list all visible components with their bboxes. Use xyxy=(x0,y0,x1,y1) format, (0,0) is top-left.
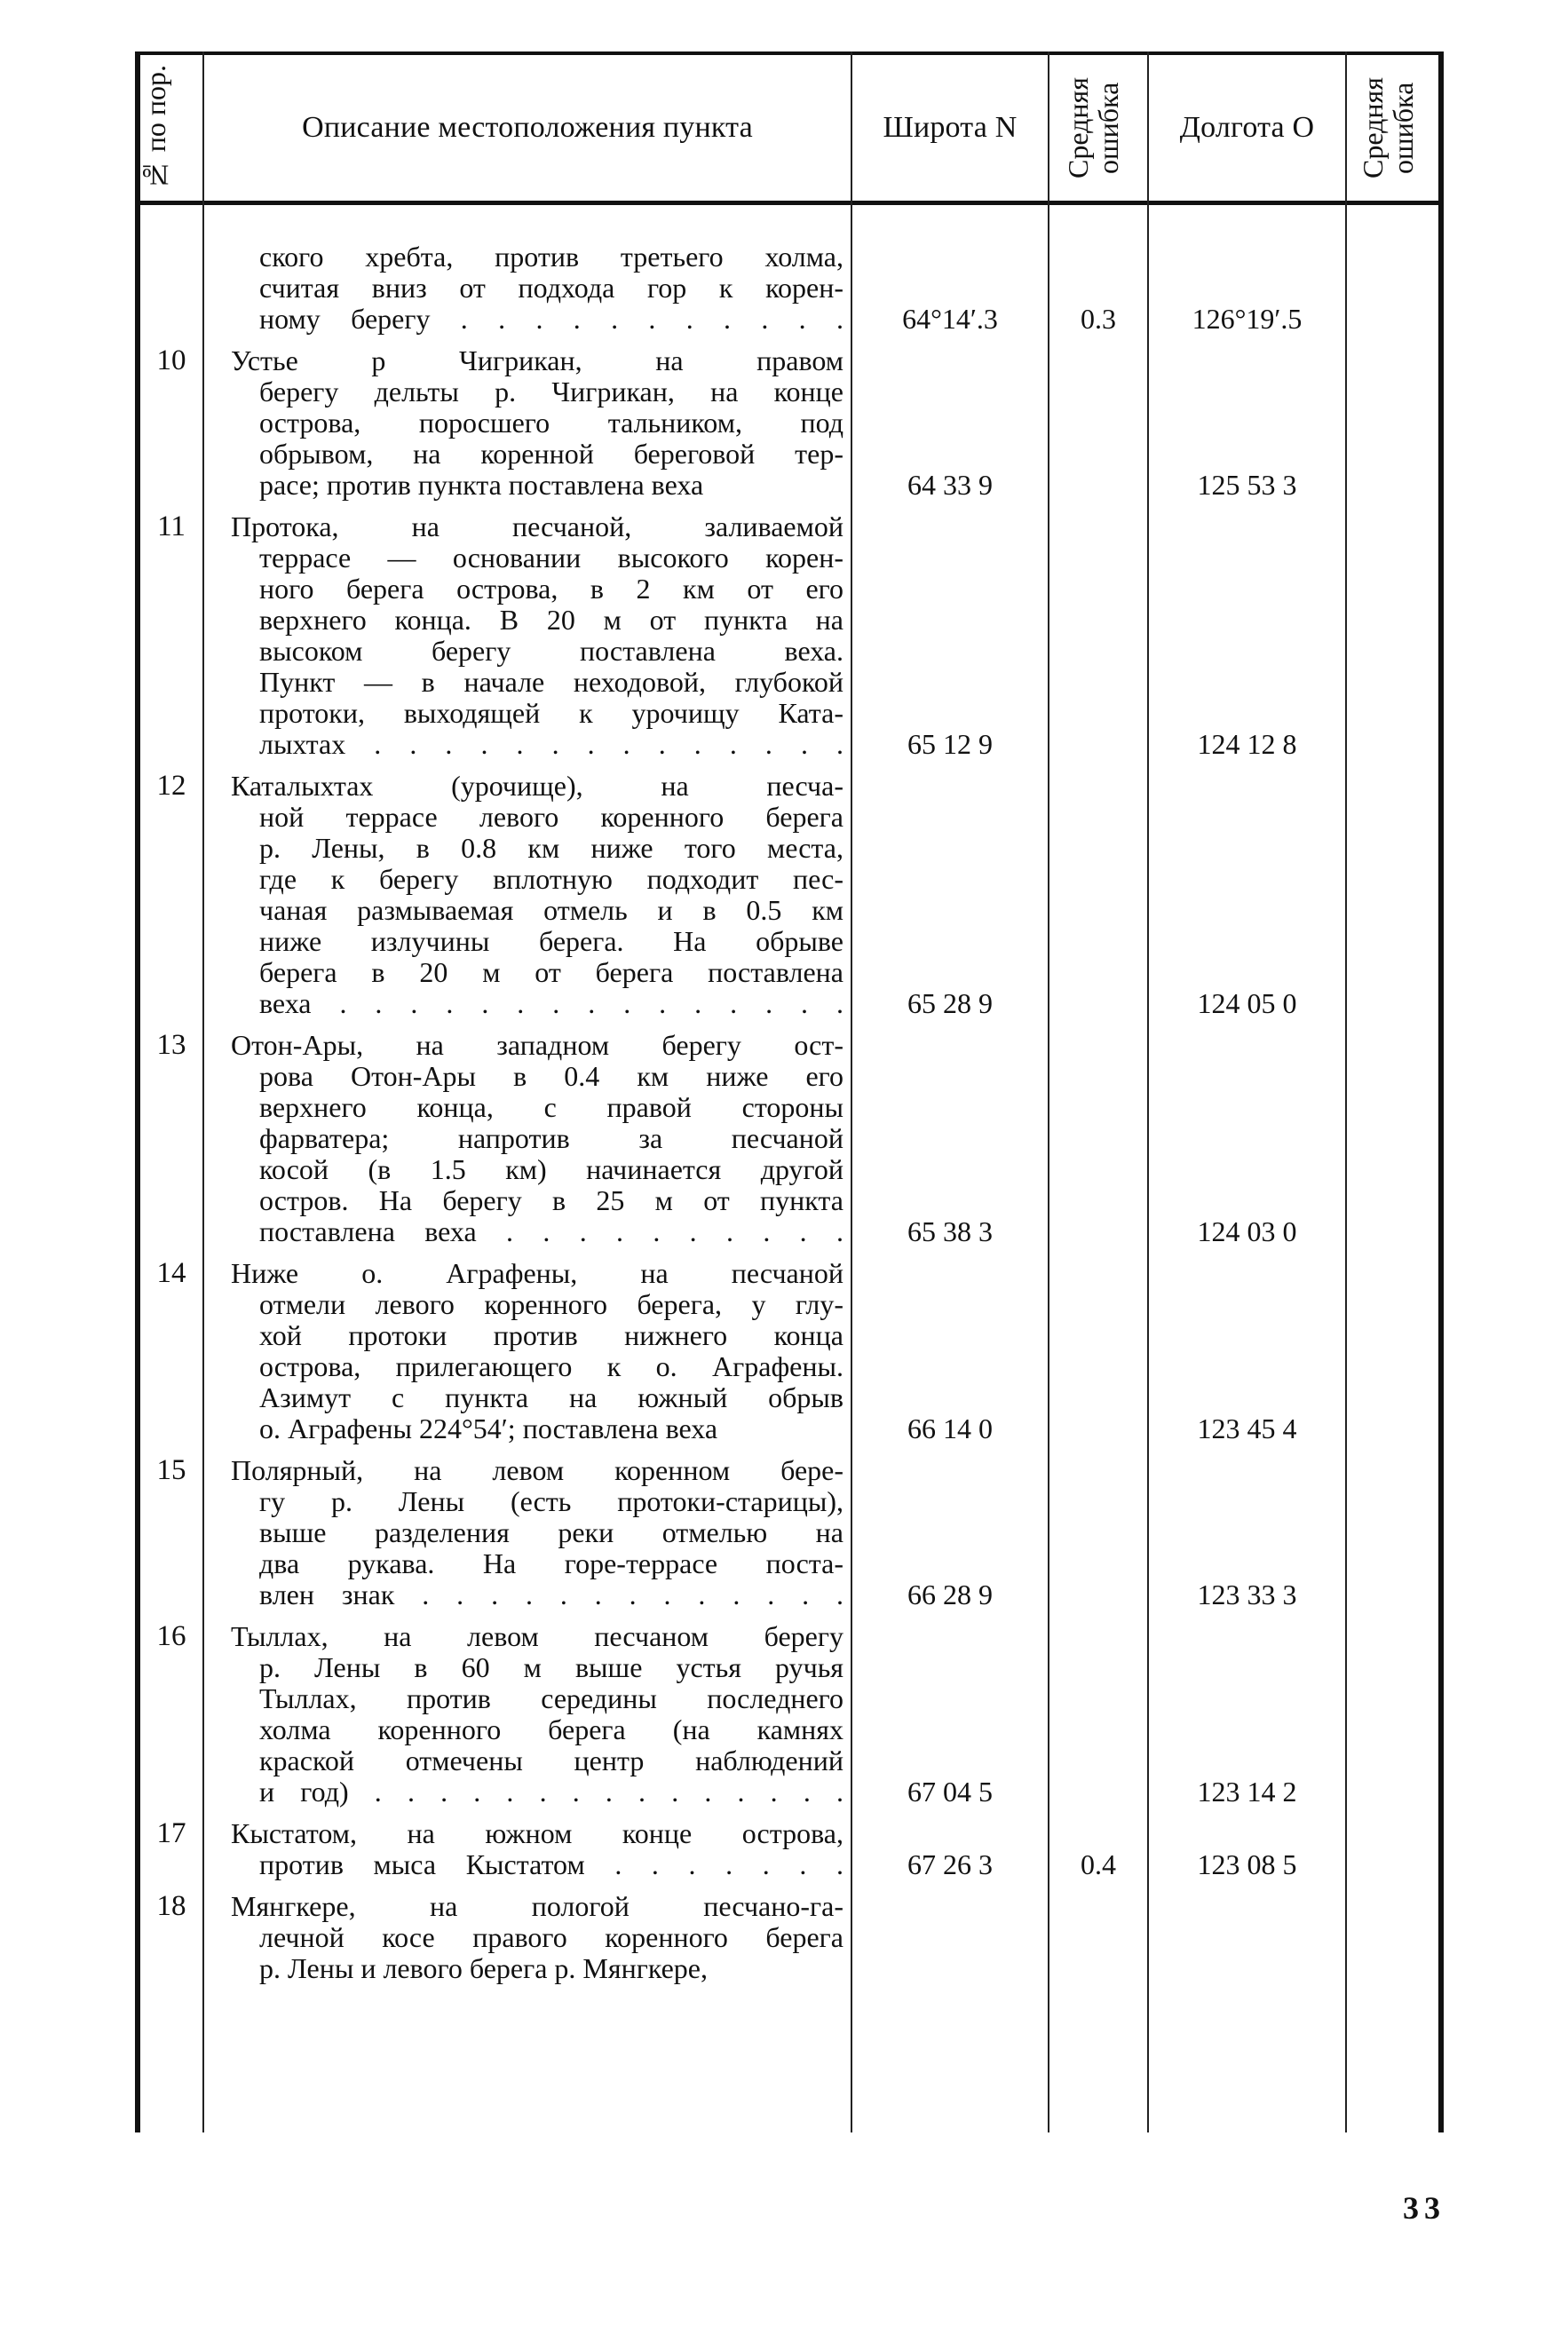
latitude-value: 66 14 0 xyxy=(907,1412,993,1444)
row-number: 15 xyxy=(156,1454,186,1486)
header-bottom-rule xyxy=(135,201,1444,205)
longitude-value: 124 03 0 xyxy=(1197,1215,1297,1247)
latitude-value: 65 28 9 xyxy=(907,987,993,1019)
row-description xyxy=(231,1891,843,1984)
header-longitude xyxy=(1149,55,1345,201)
row-description xyxy=(231,345,843,501)
description-line: Протока, на песчаной, заливаемой xyxy=(231,511,843,542)
longitude-value: 124 12 8 xyxy=(1197,728,1297,760)
description-line: где к берегу вплотную подходит пес- xyxy=(259,864,843,895)
table-row xyxy=(135,771,1444,1019)
latitude-error-value: 0.4 xyxy=(1081,1848,1116,1880)
description-line: острова, поросшего тальником, под xyxy=(259,407,843,439)
latitude-value: 66 28 9 xyxy=(907,1578,993,1610)
description-line: ной террасе левого коренного берега xyxy=(259,802,843,833)
row-number: 10 xyxy=(156,344,186,376)
row-number: 16 xyxy=(156,1620,186,1652)
row-number: 13 xyxy=(156,1029,186,1061)
description-line: краской отмечены центр наблюдений xyxy=(259,1745,843,1776)
description-line: считая вниз от подхода гор к корен- xyxy=(259,273,843,304)
description-line: ниже излучины берега. На обрыве xyxy=(259,926,843,957)
table-row xyxy=(135,345,1444,501)
longitude-value: 123 45 4 xyxy=(1197,1412,1297,1444)
description-line: рова Отон-Ары в 0.4 км ниже его xyxy=(259,1061,843,1092)
description-line: фарватера; напротив за песчаной xyxy=(259,1123,843,1154)
description-line: Пункт — в начале неходовой, глубокой xyxy=(259,667,843,698)
description-line: Ниже о. Аграфены, на песчаной xyxy=(231,1258,843,1289)
description-line: Кыстатом, на южном конце острова, xyxy=(231,1818,843,1849)
description-line: остров. На берегу в 25 м от пункта xyxy=(259,1185,843,1216)
latitude-value: 65 38 3 xyxy=(907,1215,993,1247)
row-description xyxy=(231,1258,843,1444)
description-line: и год) . . . . . . . . . . . . . . . xyxy=(259,1776,843,1808)
description-line: берега в 20 м от берега поставлена xyxy=(259,957,843,988)
description-line: веха . . . . . . . . . . . . . . . xyxy=(259,988,843,1019)
row-number: 18 xyxy=(156,1890,186,1922)
table-row xyxy=(135,1258,1444,1444)
description-line: два рукава. На горе-террасе поста- xyxy=(259,1548,843,1579)
row-description xyxy=(231,241,843,335)
description-line: Каталыхтах (урочище), на песча- xyxy=(231,771,843,802)
row-description xyxy=(231,1621,843,1808)
description-line: влен знак . . . . . . . . . . . . . xyxy=(259,1579,843,1610)
description-line: холма коренного берега (на камнях xyxy=(259,1714,843,1745)
header-number-label: № по пор. xyxy=(139,64,171,192)
latitude-error-value: 0.3 xyxy=(1081,303,1116,335)
description-line: Устье р Чигрикан, на правом xyxy=(231,345,843,376)
longitude-value: 123 33 3 xyxy=(1197,1578,1297,1610)
description-line: Отон-Ары, на западном берегу ост- xyxy=(231,1030,843,1061)
header-error-lat-label: Средняя ошибка xyxy=(1062,77,1124,178)
description-line: высоком берегу поставлена веха. xyxy=(259,636,843,667)
description-line: поставлена веха . . . . . . . . . . xyxy=(259,1216,843,1247)
longitude-value: 124 05 0 xyxy=(1197,987,1297,1019)
row-description xyxy=(231,771,843,1019)
table-row xyxy=(135,1891,1444,1984)
header-latitude xyxy=(852,55,1048,201)
description-line: верхнего конца. В 20 м от пункта на xyxy=(259,605,843,636)
row-number: 11 xyxy=(157,510,186,542)
description-line: Полярный, на левом коренном бере- xyxy=(231,1455,843,1486)
table-body xyxy=(135,241,1444,1995)
description-line: хой протоки против нижнего конца xyxy=(259,1320,843,1351)
description-line: берегу дельты р. Чигрикан, на конце xyxy=(259,376,843,407)
description-line: острова, прилегающего к о. Аграфены. xyxy=(259,1351,843,1382)
table-row xyxy=(135,511,1444,760)
row-description xyxy=(231,1455,843,1610)
description-line: ского хребта, против третьего холма, xyxy=(259,241,843,273)
description-line: террасе — основании высокого корен- xyxy=(259,542,843,574)
description-line: Тыллах, на левом песчаном берегу xyxy=(231,1621,843,1652)
table-row xyxy=(135,1455,1444,1610)
row-number: 14 xyxy=(156,1257,186,1289)
table-row xyxy=(135,241,1444,335)
longitude-value: 126°19′.5 xyxy=(1192,303,1303,335)
description-line: против мыса Кыстатом . . . . . . . xyxy=(259,1849,843,1880)
description-line: чаная размываемая отмель и в 0.5 км xyxy=(259,895,843,926)
description-line: ному берегу . . . . . . . . . . . xyxy=(259,304,843,335)
coordinates-table xyxy=(135,51,1444,2132)
description-line: лыхтах . . . . . . . . . . . . . . xyxy=(259,729,843,760)
table-row xyxy=(135,1818,1444,1880)
latitude-value: 64 33 9 xyxy=(907,469,993,501)
latitude-value: 67 26 3 xyxy=(907,1848,993,1880)
description-line: верхнего конца, с правой стороны xyxy=(259,1092,843,1123)
description-line: р. Лены, в 0.8 км ниже того места, xyxy=(259,833,843,864)
table-row xyxy=(135,1621,1444,1808)
longitude-value: 125 53 3 xyxy=(1197,469,1297,501)
longitude-value: 123 14 2 xyxy=(1197,1776,1297,1808)
description-line: ного берега острова, в 2 км от его xyxy=(259,574,843,605)
description-line: обрывом, на коренной береговой тер- xyxy=(259,439,843,470)
description-line: отмели левого коренного берега, у глу- xyxy=(259,1289,843,1320)
description-line: косой (в 1.5 км) начинается другой xyxy=(259,1154,843,1185)
description-line: лечной косе правого коренного берега xyxy=(259,1922,843,1953)
longitude-value: 123 08 5 xyxy=(1197,1848,1297,1880)
latitude-value: 64°14′.3 xyxy=(902,303,998,335)
header-description-label: Описание местоположения пункта xyxy=(302,111,753,144)
row-number: 12 xyxy=(156,770,186,802)
description-line: р. Лены в 60 м выше устья ручья xyxy=(259,1652,843,1683)
table-row xyxy=(135,1030,1444,1247)
latitude-value: 67 04 5 xyxy=(907,1776,993,1808)
row-description xyxy=(231,1030,843,1247)
header-number xyxy=(140,55,202,201)
header-error-lat xyxy=(1049,55,1147,201)
description-line: гу р. Лены (есть протоки-старицы), xyxy=(259,1486,843,1517)
header-error-lon xyxy=(1347,55,1438,201)
description-line: расе; против пункта поставлена веха xyxy=(259,470,704,501)
row-description xyxy=(231,511,843,760)
row-number: 17 xyxy=(156,1817,186,1849)
description-line: Тыллах, против середины последнего xyxy=(259,1683,843,1714)
header-description xyxy=(204,55,851,201)
description-line: протоки, выходящей к урочищу Ката- xyxy=(259,698,843,729)
description-line: о. Аграфены 224°54′; поставлена веха xyxy=(259,1413,718,1444)
description-line: р. Лены и левого берега р. Мянгкере, xyxy=(259,1953,708,1984)
header-error-lon-label: Средняя ошибка xyxy=(1356,77,1419,178)
description-line: Мянгкере, на пологой песчано-га- xyxy=(231,1891,843,1922)
header-latitude-label: Широта N xyxy=(883,111,1018,144)
description-line: выше разделения реки отмелью на xyxy=(259,1517,843,1548)
row-description xyxy=(231,1818,843,1880)
page-number: 33 xyxy=(1403,2190,1445,2226)
description-line: Азимут с пункта на южный обрыв xyxy=(259,1382,843,1413)
header-longitude-label: Долгота O xyxy=(1179,111,1315,144)
latitude-value: 65 12 9 xyxy=(907,728,993,760)
